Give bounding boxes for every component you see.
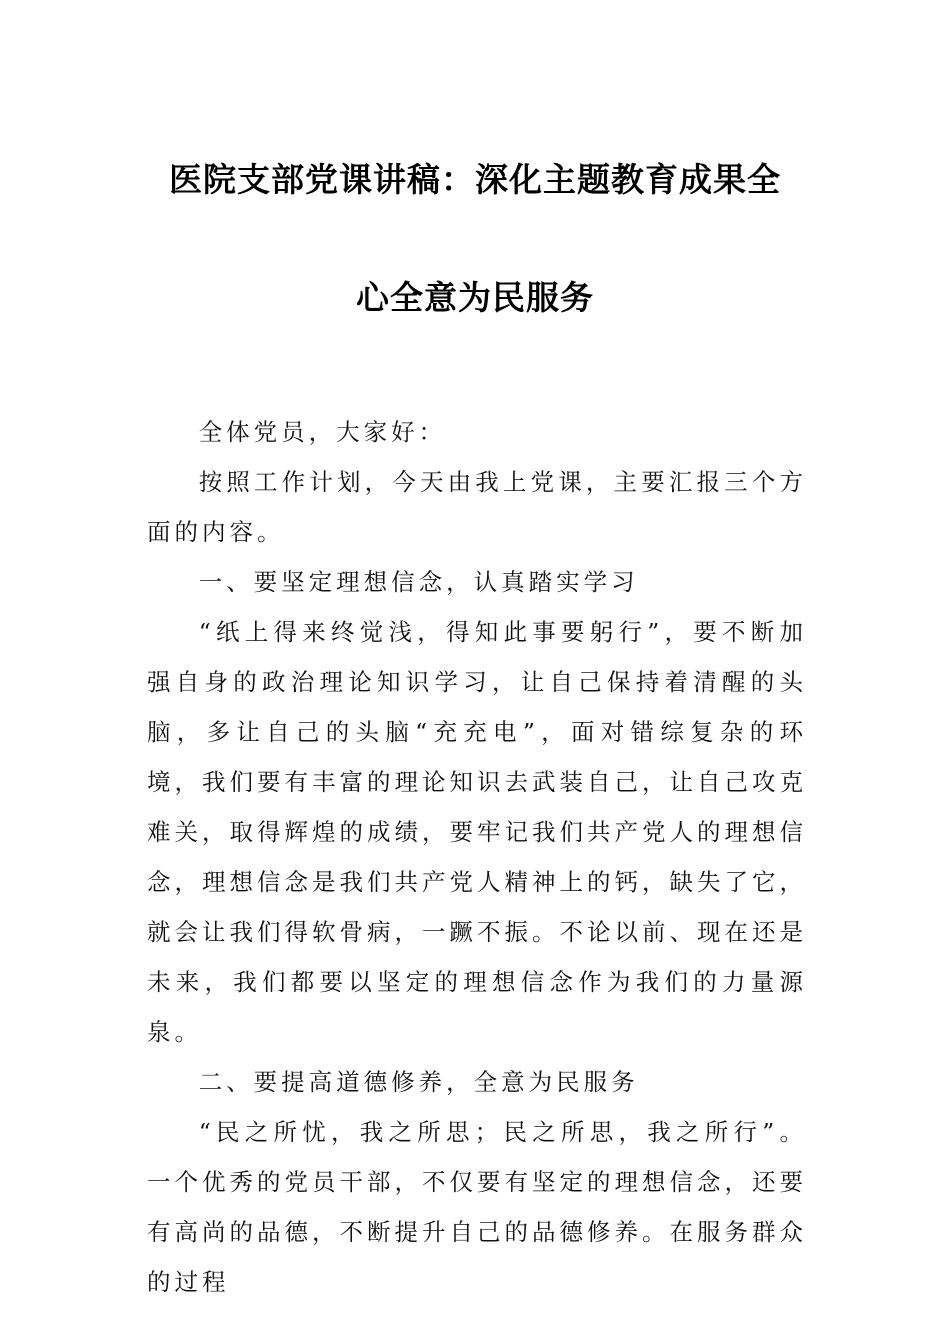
greeting-paragraph: 全体党员，大家好： xyxy=(198,418,447,446)
section-2-paragraph: “民之所忧，我之所思；民之所思，我之所行”。一个优秀的党员干部，不仅要有坚定的理想信念，还要有高尚的品德，不断提升自己的品德修养。在服务群众的过程 xyxy=(147,1118,807,1296)
document-body xyxy=(147,407,807,1307)
section-heading-2: 二、要提高道德修养，全意为民服务 xyxy=(198,1068,639,1096)
document-title-line-1: 医院支部党课讲稿：深化主题教育成果全 xyxy=(169,160,781,199)
section-heading-1: 一、要坚定理想信念，认真踏实学习 xyxy=(198,568,639,596)
intro-paragraph: 按照工作计划，今天由我上党课，主要汇报三个方面的内容。 xyxy=(147,468,807,546)
document-title-line-2: 心全意为民服务 xyxy=(356,278,594,317)
section-1-paragraph: “纸上得来终觉浅，得知此事要躬行”，要不断加强自身的政治理论知识学习，让自己保持着清醒的头脑，多让自己的头脑“充充电”，面对错综复杂的环境，我们要有丰富的理论知识去武装自己，让自己攻克难关，取得辉煌的成绩，要牢记我们共产党人的理想信念，理想信念是我们共产党人精神上的钙，缺失了它，就会让我们得软骨病，一蹶不振。不论以前、现在还是未来，我们都要以坚定的理想信念作为我们的力量源泉。 xyxy=(147,618,807,1046)
